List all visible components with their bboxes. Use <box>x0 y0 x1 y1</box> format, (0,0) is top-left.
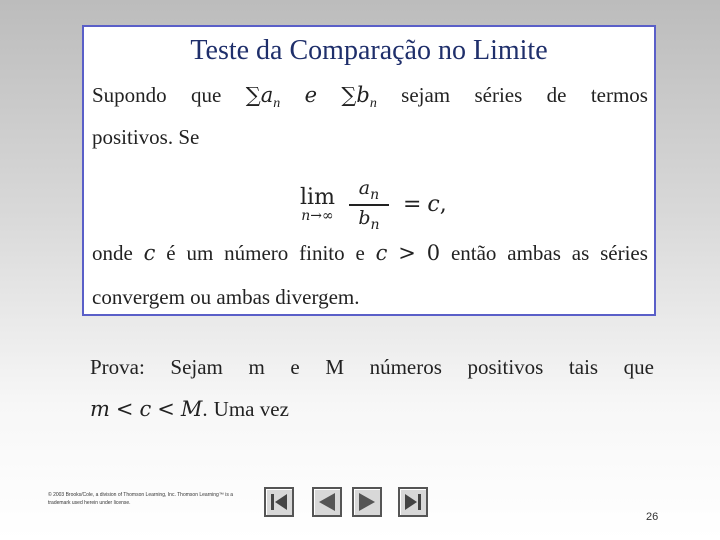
fraction-bar <box>349 204 389 206</box>
word-e: e <box>304 83 318 107</box>
equals-sign: = <box>402 192 422 218</box>
word: sejam <box>401 83 451 107</box>
text: convergem ou ambas divergem. <box>92 285 360 309</box>
word: Supondo <box>92 83 167 107</box>
word: que <box>191 83 222 107</box>
previous-slide-button[interactable] <box>312 487 342 517</box>
word: é <box>166 241 176 265</box>
zero: 0 <box>426 241 441 265</box>
sum-symbol: ∑ <box>245 83 261 107</box>
proof-line-1 <box>90 355 654 380</box>
sub-n: n <box>369 96 377 111</box>
lim-subscript: n→∞ <box>301 208 334 225</box>
limit-formula <box>300 177 447 233</box>
word: onde <box>92 241 133 265</box>
var-b: b <box>356 83 370 107</box>
denominator: $b_n$ <box>358 206 380 233</box>
var-a: a <box>260 83 274 107</box>
proof-line-2 <box>90 397 654 422</box>
word: então <box>450 241 497 265</box>
var-M-expression: M. <box>180 397 208 421</box>
sub-n: n <box>273 96 281 111</box>
first-slide-button[interactable] <box>264 487 294 517</box>
sum-a-expression <box>246 83 281 112</box>
next-slide-icon <box>354 489 380 515</box>
less-than: < <box>157 397 175 421</box>
word: e <box>290 355 300 379</box>
word: números <box>369 355 442 379</box>
word: termos <box>590 83 648 107</box>
word: séries <box>474 83 523 107</box>
page-number: 26 <box>646 511 659 523</box>
word: positivos <box>467 355 544 379</box>
word: que <box>623 355 654 379</box>
copyright-notice: © 2003 Brooks/Cole, a division of Thomson Learning, Inc. Thomson Learning™ is a trademark used herein under license. <box>48 492 233 506</box>
lim-text: lim <box>300 185 335 211</box>
word: número <box>224 241 289 265</box>
text: positivos. Se <box>92 125 200 149</box>
theorem-line-3 <box>92 241 648 266</box>
var-c: c <box>427 192 440 218</box>
word: m <box>248 355 265 379</box>
var-c: c <box>143 241 156 265</box>
theorem-box <box>82 25 656 316</box>
word: as <box>571 241 590 265</box>
word: um <box>186 241 214 265</box>
comma: , <box>439 192 447 218</box>
greater-than: > <box>398 241 416 265</box>
slide-title: Teste da Comparação no Limite <box>190 35 548 66</box>
word: finito <box>299 241 345 265</box>
word: M <box>325 355 344 379</box>
limit-operator <box>300 185 335 224</box>
next-slide-button[interactable] <box>352 487 382 517</box>
theorem-line-4 <box>92 285 648 310</box>
word: séries <box>600 241 648 265</box>
var-c: c <box>139 397 152 421</box>
previous-slide-icon <box>314 489 340 515</box>
last-slide-button[interactable] <box>398 487 428 517</box>
numerator: $a_n$ <box>358 177 380 203</box>
theorem-line-1 <box>92 83 648 112</box>
word: ambas <box>507 241 561 265</box>
word: e <box>355 241 365 265</box>
first-slide-icon <box>266 489 292 515</box>
sum-symbol: ∑ <box>341 83 357 107</box>
less-than: < <box>115 397 134 421</box>
text: Uma vez <box>213 397 289 421</box>
theorem-line-2 <box>92 125 648 150</box>
fraction <box>349 177 389 233</box>
word: de <box>546 83 567 107</box>
word: tais <box>568 355 599 379</box>
var-m: m <box>90 397 110 421</box>
last-slide-icon <box>400 489 426 515</box>
sum-b-expression <box>341 83 376 112</box>
proof-label: Prova: <box>90 355 145 379</box>
var-c: c <box>375 241 388 265</box>
word: Sejam <box>170 355 223 379</box>
